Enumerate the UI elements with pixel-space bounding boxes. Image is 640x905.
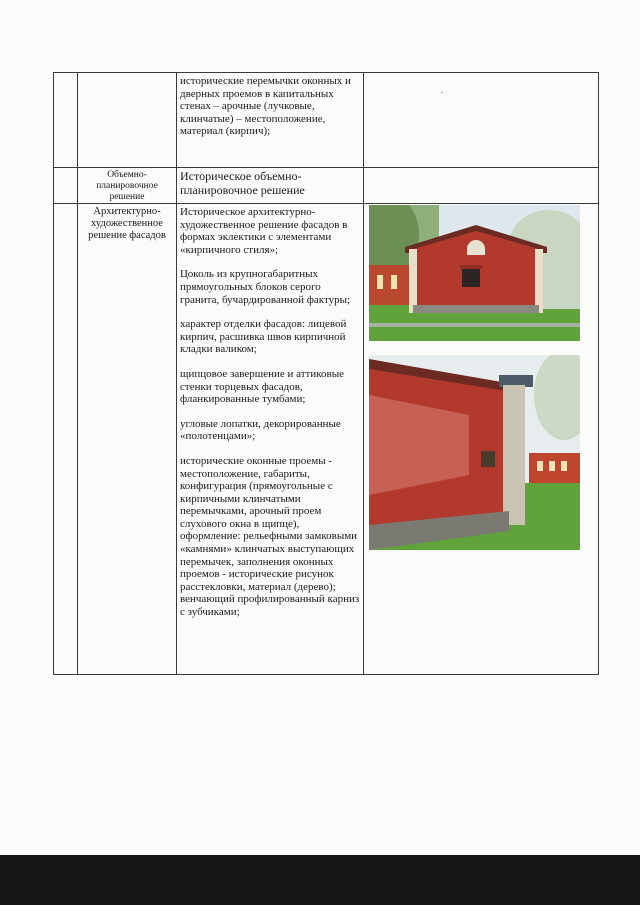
requirement-paragraph: щипцовое завершение и аттиковые стенки торцевых фасадов, фланкированные тумбами; <box>180 367 345 406</box>
scan-speck <box>441 92 443 93</box>
requirement-cell <box>177 204 364 675</box>
table-row <box>54 168 599 204</box>
number-cell <box>54 204 78 675</box>
photo-cell <box>364 168 599 204</box>
number-cell <box>54 73 78 168</box>
requirement-cell <box>177 73 364 168</box>
requirement-paragraph: характер отделки фасадов: лицевой кирпич, расшивка швов кирпичной кладки валиком; <box>180 318 347 356</box>
facade-requirements <box>177 204 363 621</box>
section-cell <box>78 204 177 675</box>
requirement-paragraph: угловые лопатки, декорированные «полотенцами»; <box>180 417 341 443</box>
building-front-photo <box>369 205 580 341</box>
table-row <box>54 73 599 168</box>
photo-cell <box>364 73 599 168</box>
table-row <box>54 204 599 675</box>
requirement-paragraph: Историческое архитектурно-художественное решение фасадов в формах эклектики с элементами «кирпичного стиля»; <box>180 206 348 256</box>
requirement-text: Историческое объемно-планировочное решение <box>180 169 305 197</box>
requirement-paragraph: исторические оконные проемы - местоположение, габариты, конфигурация (прямоугольные с кирпичными клинчатыми перемычками, арочный проем слухового окна в щипце), оформление: рельефными замковыми «камнями» клинчатых выступающих перемычек, заполнения оконных проемов - исторические рисунок расстекловки, материал (дерево); венчающий профилированный карниз с зубчиками; <box>180 454 360 619</box>
number-cell <box>54 168 78 204</box>
requirement-paragraph: Цоколь из крупногабаритных прямоугольных блоков серого гранита, бучардированной фактуры; <box>180 268 351 306</box>
section-label: Архитектурно-художественное решение фасадов <box>88 206 166 241</box>
photo-cell <box>364 204 599 675</box>
scan-bottom-edge <box>0 855 640 905</box>
requirement-cell <box>177 168 364 204</box>
heritage-table <box>53 72 599 675</box>
building-side-photo <box>369 355 580 550</box>
requirement-text: исторические перемычки оконных и дверных проемов в капитальных стенах – арочные (лучковые, клинчатые) – местоположение, материал (кирпич); <box>180 75 351 138</box>
section-cell <box>78 168 177 204</box>
section-label: Объемно-планировочное решение <box>96 170 158 202</box>
section-cell <box>78 73 177 168</box>
